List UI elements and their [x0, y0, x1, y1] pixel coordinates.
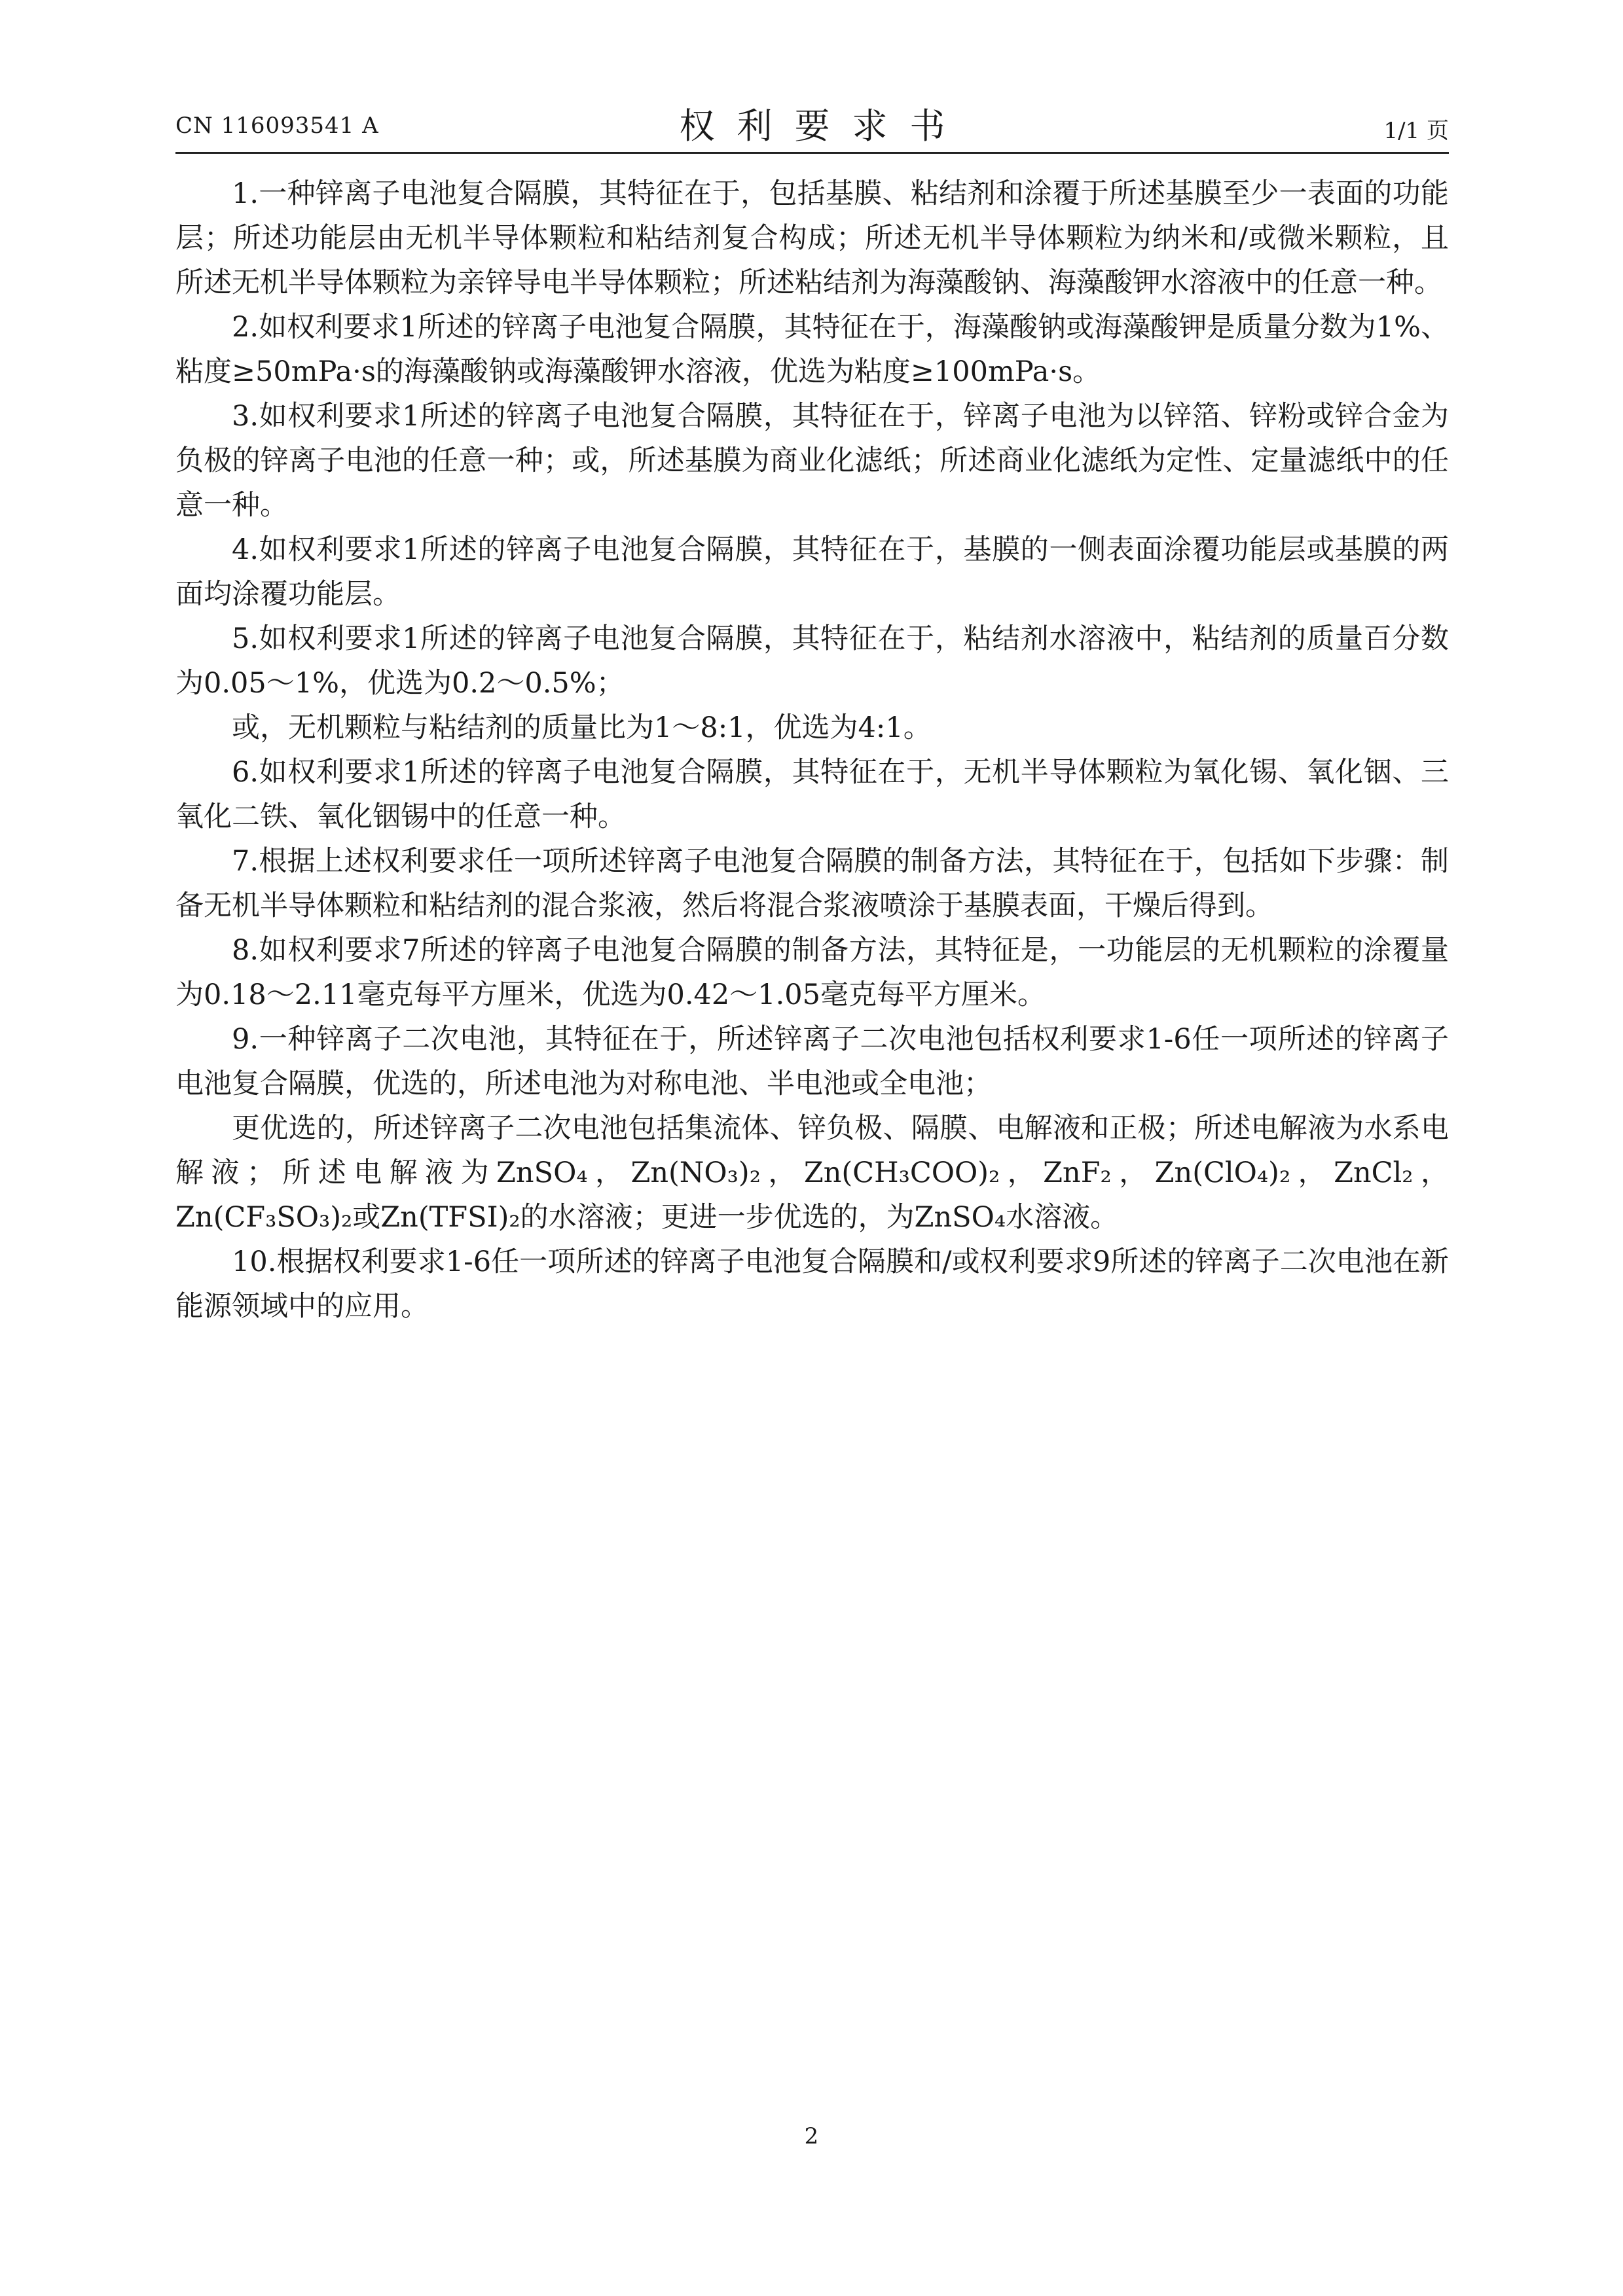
claim-2: 2.如权利要求1所述的锌离子电池复合隔膜，其特征在于，海藻酸钠或海藻酸钾是质量分数为1%、粘度≥50mPa·s的海藻酸钠或海藻酸钾水溶液，优选为粘度≥100mPa·s。: [175, 311, 1449, 388]
claim-6: 6.如权利要求1所述的锌离子电池复合隔膜，其特征在于，无机半导体颗粒为氧化锡、氧化铟、三氧化二铁、氧化铟锡中的任意一种。: [175, 756, 1449, 833]
claim-8: 8.如权利要求7所述的锌离子电池复合隔膜的制备方法，其特征是，一功能层的无机颗粒的涂覆量为0.18～2.11毫克每平方厘米，优选为0.42～1.05毫克每平方厘米。: [175, 934, 1449, 1011]
claim-7: 7.根据上述权利要求任一项所述锌离子电池复合隔膜的制备方法，其特征在于，包括如下步骤：制备无机半导体颗粒和粘结剂的混合浆液，然后将混合浆液喷涂于基膜表面，干燥后得到。: [175, 845, 1449, 922]
claim-9-preferred: 更优选的，所述锌离子二次电池包括集流体、锌负极、隔膜、电解液和正极；所述电解液为水系电解液；所述电解液为ZnSO₄，Zn(NO₃)₂，Zn(CH₃COO)₂，ZnF₂，Zn(ClO₄)₂，ZnCl₂，Zn(CF₃SO₃)₂或Zn(TFSI)₂的水溶液；更进一步优选的，为ZnSO₄水溶液。: [175, 1112, 1449, 1234]
claim-5-alt: 或，无机颗粒与粘结剂的质量比为1～8:1，优选为4:1。: [232, 711, 932, 744]
page-of: 1/1 页: [1383, 118, 1449, 144]
claim-3: 3.如权利要求1所述的锌离子电池复合隔膜，其特征在于，锌离子电池为以锌箔、锌粉或锌合金为负极的锌离子电池的任意一种；或，所述基膜为商业化滤纸；所述商业化滤纸为定性、定量滤纸中的任意一种。: [175, 400, 1449, 522]
doc-number: CN 116093541 A: [175, 113, 379, 139]
page-header: [175, 98, 1449, 151]
claim-5: 5.如权利要求1所述的锌离子电池复合隔膜，其特征在于，粘结剂水溶液中，粘结剂的质量百分数为0.05～1%，优选为0.2～0.5%；: [175, 622, 1449, 700]
claims-body: [175, 171, 1449, 1329]
document-title: 权利要求书: [679, 105, 968, 147]
claim-1: 1.一种锌离子电池复合隔膜，其特征在于，包括基膜、粘结剂和涂覆于所述基膜至少一表面的功能层；所述功能层由无机半导体颗粒和粘结剂复合构成；所述无机半导体颗粒为纳米和/或微米颗粒，且所述无机半导体颗粒为亲锌导电半导体颗粒；所述粘结剂为海藻酸钠、海藻酸钾水溶液中的任意一种。: [175, 177, 1449, 299]
claim-9: 9.一种锌离子二次电池，其特征在于，所述锌离子二次电池包括权利要求1-6任一项所述的锌离子电池复合隔膜，优选的，所述电池为对称电池、半电池或全电池；: [175, 1023, 1449, 1100]
page-number: 2: [804, 2123, 819, 2149]
claim-10: 10.根据权利要求1-6任一项所述的锌离子电池复合隔膜和/或权利要求9所述的锌离子二次电池在新能源领域中的应用。: [175, 1246, 1449, 1323]
header-rule: [175, 152, 1449, 154]
claim-4: 4.如权利要求1所述的锌离子电池复合隔膜，其特征在于，基膜的一侧表面涂覆功能层或基膜的两面均涂覆功能层。: [175, 533, 1449, 611]
